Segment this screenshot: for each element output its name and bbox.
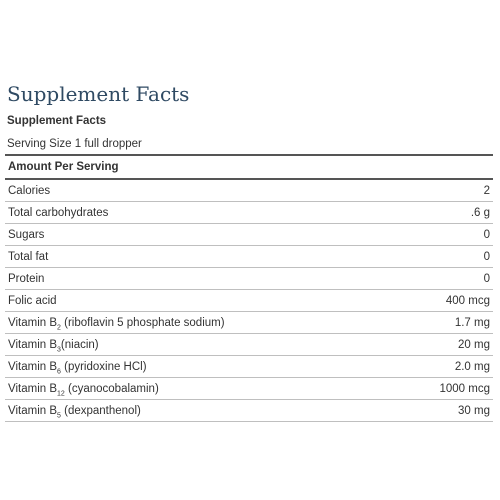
nutrient-name <box>5 268 394 290</box>
nutrient-amount: 0 <box>394 224 493 246</box>
table-header-row <box>5 155 493 179</box>
nutrient-amount: 1000 mcg <box>394 378 493 400</box>
nutrient-suffix: (riboflavin 5 phosphate sodium) <box>60 316 225 329</box>
table-row <box>5 378 493 400</box>
amount-per-serving-header: Amount Per Serving <box>5 155 493 179</box>
table-row <box>5 290 493 312</box>
nutrient-suffix: (cyanocobalamin) <box>64 382 159 395</box>
nutrient-suffix: (pyridoxine HCl) <box>60 360 147 373</box>
nutrient-name <box>5 224 394 246</box>
table-row <box>5 224 493 246</box>
nutrient-amount: .6 g <box>394 202 493 224</box>
nutrient-amount: 20 mg <box>394 334 493 356</box>
nutrient-name <box>5 356 394 378</box>
nutrient-amount: 0 <box>394 246 493 268</box>
nutrient-label: Protein <box>8 272 45 285</box>
table-row <box>5 202 493 224</box>
nutrient-subscript: 2 <box>57 323 61 331</box>
table-row <box>5 268 493 290</box>
nutrient-label: Folic acid <box>8 294 57 307</box>
nutrient-label: Sugars <box>8 228 45 241</box>
nutrient-label: Total fat <box>8 250 49 263</box>
nutrient-subscript: 6 <box>57 367 61 375</box>
nutrient-amount: 2.0 mg <box>394 356 493 378</box>
nutrient-label: Calories <box>8 184 51 197</box>
nutrient-name <box>5 246 394 268</box>
nutrient-name <box>5 202 394 224</box>
nutrient-label: Vitamin B <box>8 382 58 395</box>
nutrient-name <box>5 312 394 334</box>
nutrient-label: Vitamin B <box>8 338 58 351</box>
nutrient-name <box>5 334 394 356</box>
serving-size: Serving Size 1 full dropper <box>7 138 142 150</box>
table-row <box>5 246 493 268</box>
nutrient-amount: 400 mcg <box>394 290 493 312</box>
nutrient-amount: 30 mg <box>394 400 493 422</box>
table-row <box>5 334 493 356</box>
nutrient-name <box>5 400 394 422</box>
nutrient-name <box>5 290 394 312</box>
facts-heading: Supplement Facts <box>7 115 107 127</box>
nutrient-subscript: 5 <box>57 411 61 419</box>
nutrient-amount: 2 <box>394 179 493 202</box>
nutrient-label: Total carbohydrates <box>8 206 109 219</box>
supplement-facts-table <box>5 154 493 422</box>
nutrient-amount: 0 <box>394 268 493 290</box>
nutrient-subscript: 3 <box>57 345 61 353</box>
table-row <box>5 179 493 202</box>
nutrient-subscript: 12 <box>57 389 65 397</box>
table-row <box>5 312 493 334</box>
nutrient-label: Vitamin B <box>8 404 58 417</box>
table-row <box>5 356 493 378</box>
nutrient-label: Vitamin B <box>8 316 58 329</box>
nutrient-name <box>5 179 394 202</box>
page-title: Supplement Facts <box>7 82 190 106</box>
nutrient-suffix: (niacin) <box>60 338 99 351</box>
table-row <box>5 400 493 422</box>
nutrient-amount: 1.7 mg <box>394 312 493 334</box>
nutrient-name <box>5 378 394 400</box>
nutrient-label: Vitamin B <box>8 360 58 373</box>
nutrient-suffix: (dexpanthenol) <box>60 404 141 417</box>
